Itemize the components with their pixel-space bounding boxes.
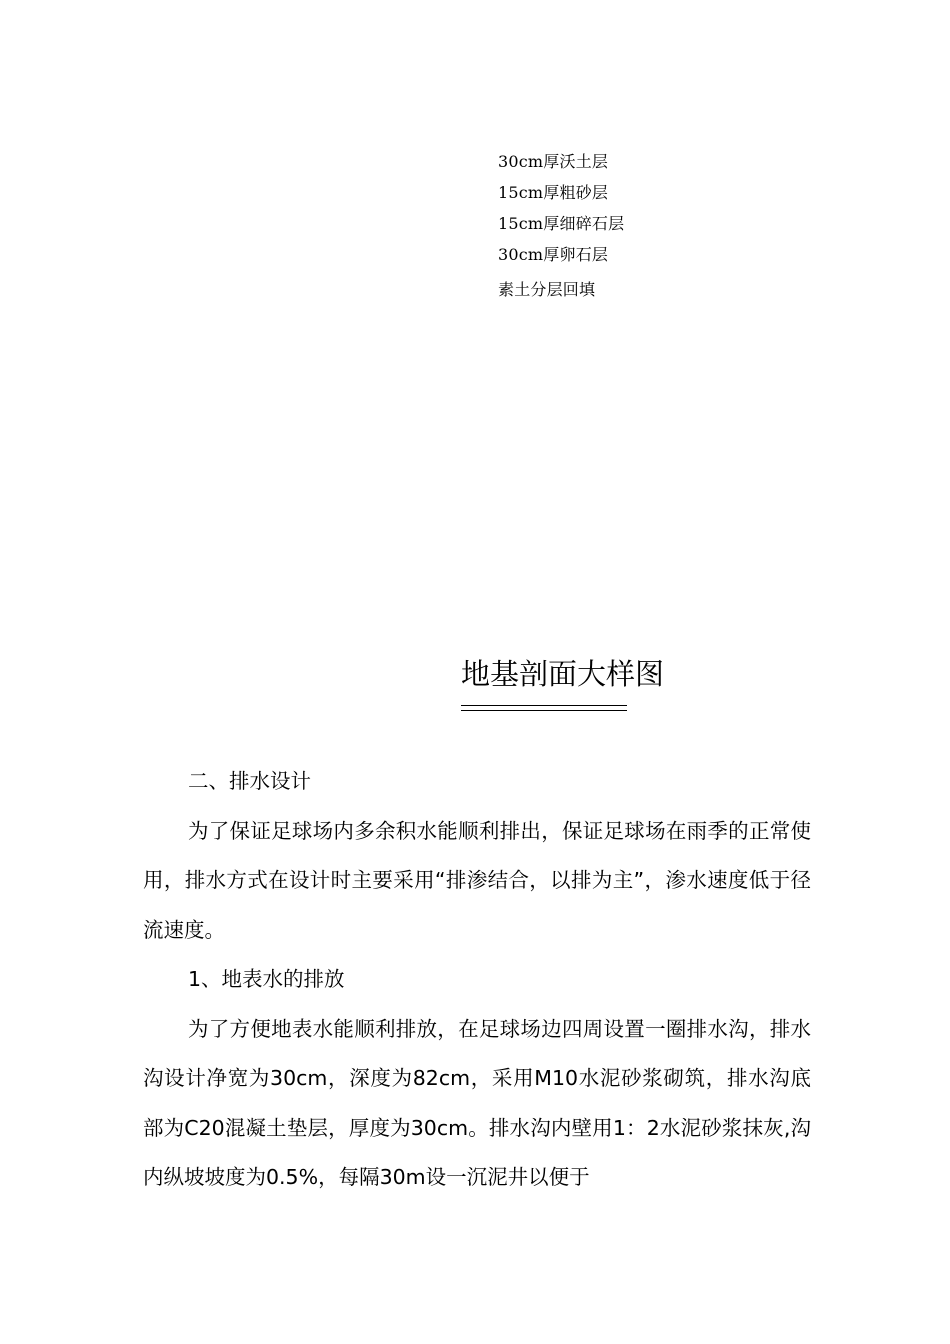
- layer-label: 15cm厚粗砂层: [498, 183, 609, 202]
- document-body: [143, 757, 811, 1203]
- foundation-layer-list: [498, 146, 624, 305]
- drainage-paragraph: 为了方便地表水能顺利排放，在足球场边四周设置一圈排水沟，排水沟设计净宽为30cm，深度为82cm，采用M10水泥砂浆砌筑，排水沟底部为C20混凝土垫层，厚度为30cm。排水沟内壁用1：2水泥砂浆抹灰,沟内纵坡坡度为0.5%，每隔30m设一沉泥井以便于: [143, 1016, 811, 1189]
- subsection-heading: 1、地表水的排放: [188, 967, 345, 991]
- caption-double-underline: [461, 705, 627, 711]
- layer-label: 30cm厚沃土层: [498, 152, 609, 171]
- figure-caption: 地基剖面大样图: [461, 657, 665, 691]
- layer-label: 15cm厚细碎石层: [498, 214, 625, 233]
- layer-label: 素土分层回填: [498, 280, 596, 299]
- section-heading: 二、排水设计: [188, 769, 311, 793]
- layer-label: 30cm厚卵石层: [498, 245, 609, 264]
- intro-paragraph: 为了保证足球场内多余积水能顺利排出，保证足球场在雨季的正常使用，排水方式在设计时主要采用“排渗结合，以排为主”，渗水速度低于径流速度。: [143, 818, 811, 942]
